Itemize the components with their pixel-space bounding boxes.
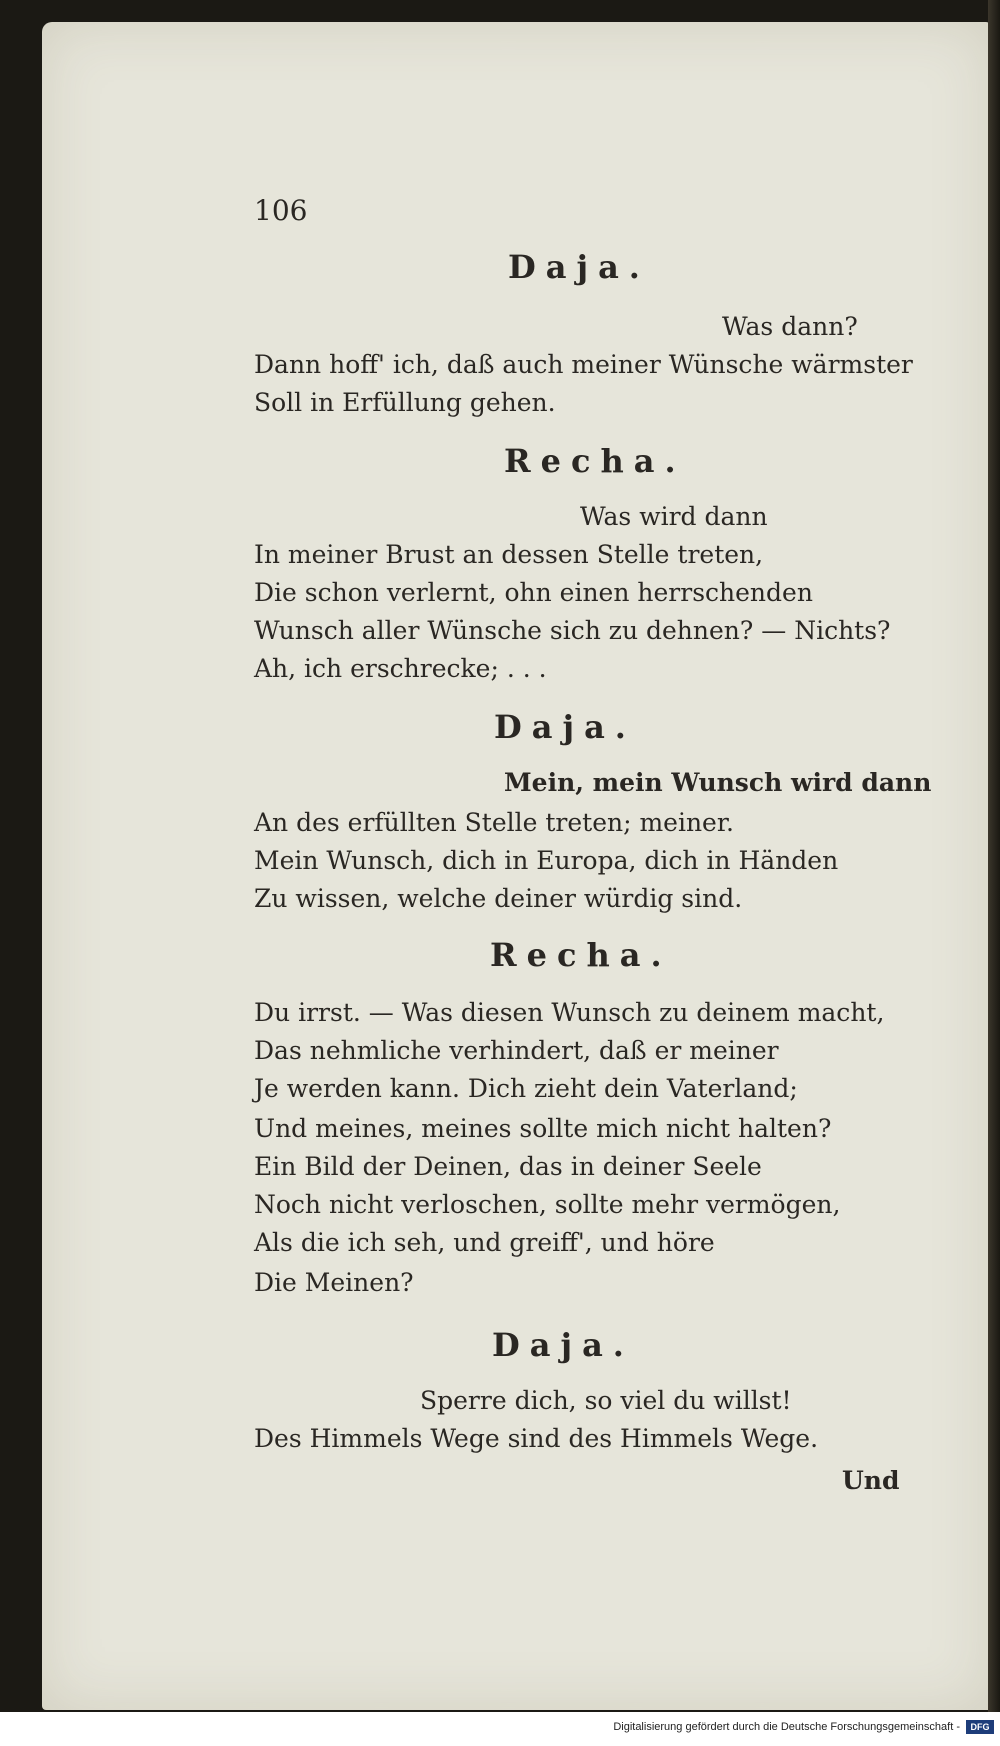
verse-line: Ein Bild der Deinen, das in deiner Seele	[254, 1152, 762, 1181]
speaker-name: Recha.	[504, 442, 686, 480]
verse-line: Noch nicht verloschen, sollte mehr vermögen,	[254, 1190, 841, 1219]
verse-line: Dann hoff' ich, daß auch meiner Wünsche wärmster	[254, 350, 913, 379]
verse-line: Ah, ich erschrecke; . . .	[254, 654, 547, 683]
verse-line: Als die ich seh, und greiff', und höre	[254, 1228, 715, 1257]
verse-line: Was wird dann	[580, 502, 768, 531]
catchword: Und	[842, 1466, 900, 1495]
verse-line: Mein, mein Wunsch wird dann	[504, 768, 932, 797]
verse-line: In meiner Brust an dessen Stelle treten,	[254, 540, 764, 569]
footer-bar	[0, 1712, 1000, 1746]
verse-line: An des erfüllten Stelle treten; meiner.	[254, 808, 735, 837]
verse-line: Das nehmliche verhindert, daß er meiner	[254, 1036, 779, 1065]
verse-line: Du irrst. — Was diesen Wunsch zu deinem macht,	[254, 998, 885, 1027]
speaker-name: Daja.	[492, 1326, 634, 1364]
verse-line: Zu wissen, welche deiner würdig sind.	[254, 884, 743, 913]
speaker-name: Recha.	[490, 936, 672, 974]
verse-line: Und meines, meines sollte mich nicht halten?	[254, 1114, 832, 1143]
verse-line: Soll in Erfüllung gehen.	[254, 388, 556, 417]
verse-line: Je werden kann. Dich zieht dein Vaterland;	[254, 1074, 798, 1103]
footer-credit: Digitalisierung gefördert durch die Deutsche Forschungsgemeinschaft -	[613, 1721, 960, 1733]
speaker-name: Daja.	[508, 248, 650, 286]
verse-line: Die schon verlernt, ohn einen herrschenden	[254, 578, 813, 607]
page-number: 106	[254, 194, 308, 227]
verse-line: Des Himmels Wege sind des Himmels Wege.	[254, 1424, 819, 1453]
verse-line: Die Meinen?	[254, 1268, 414, 1297]
verse-line: Was dann?	[722, 312, 858, 341]
dfg-logo: DFG	[966, 1720, 994, 1734]
speaker-name: Daja.	[494, 708, 636, 746]
verse-line: Sperre dich, so viel du willst!	[420, 1386, 792, 1415]
verse-line: Mein Wunsch, dich in Europa, dich in Händen	[254, 846, 839, 875]
verse-line: Wunsch aller Wünsche sich zu dehnen? — Nichts?	[254, 616, 891, 645]
